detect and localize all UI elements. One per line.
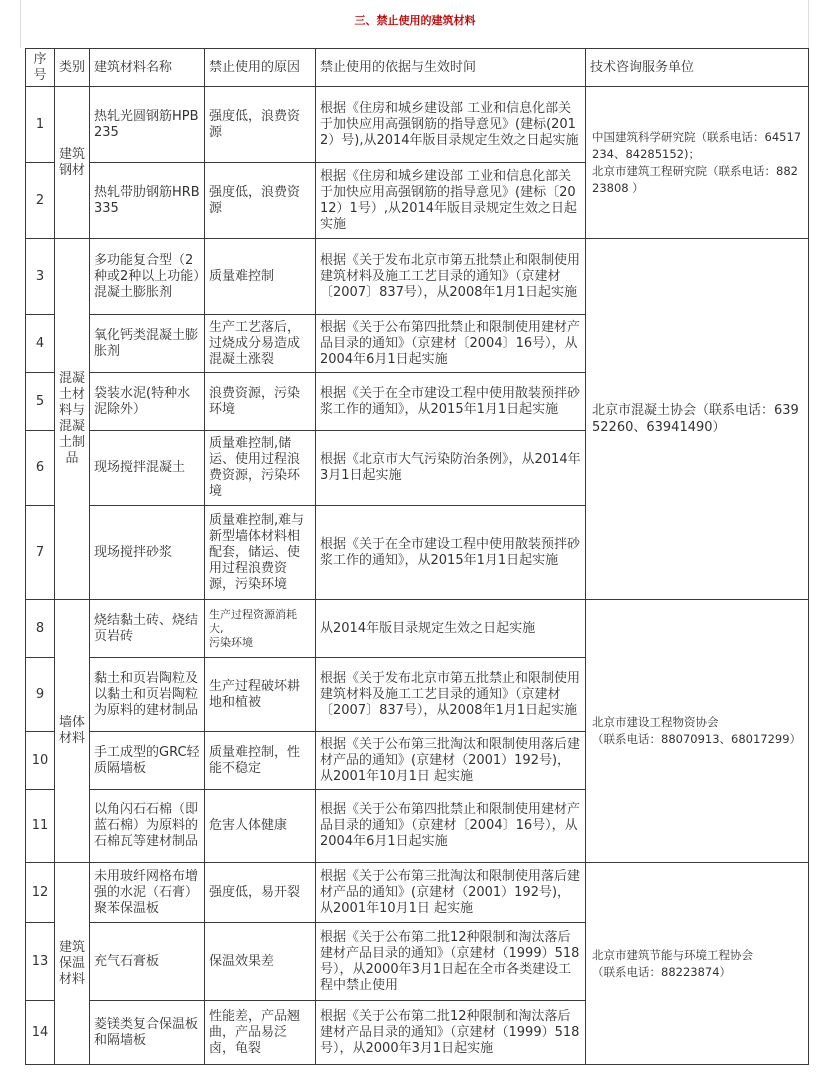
row-name: 袋装水泥(特种水泥除外）	[90, 373, 205, 431]
row-seq: 12	[26, 863, 55, 923]
row-reason: 质量难控制，性能不稳定	[205, 732, 316, 790]
row-name: 黏土和页岩陶粒及以黏土和页岩陶粒为原料的建材制品	[90, 658, 205, 732]
header-unit: 技术咨询服务单位	[586, 49, 809, 87]
row-reason: 质量难控制,储运、使用过程浪费资源，污染环境	[205, 431, 316, 506]
row-reason: 强度低，易开裂	[205, 863, 316, 923]
row-name: 热轧带肋钢筋HRB335	[90, 163, 205, 239]
row-basis: 根据《关于在全市建设工程中使用散装预拌砂浆工作的通知》，从2015年1月1日起实施	[316, 506, 586, 600]
row-name: 未用玻纤网格布增强的水泥（石膏）聚苯保温板	[90, 863, 205, 923]
header-seq: 序号	[26, 49, 55, 87]
header-reason: 禁止使用的原因	[205, 49, 316, 87]
row-reason: 生产工艺落后，过烧成分易造成混凝土涨裂	[205, 315, 316, 373]
row-reason: 强度低，浪费资源	[205, 87, 316, 163]
row-basis: 根据《关于公布第二批12种限制和淘汰落后建材产品目录的通知》（京建材（1999）518号），从2000年3月1日起实施	[316, 1001, 586, 1065]
row-seq: 2	[26, 163, 55, 239]
category-wall: 墙体材料	[55, 600, 90, 863]
row-name: 充气石膏板	[90, 923, 205, 1001]
row-reason: 性能差，产品翘曲，产品易泛卤，龟裂	[205, 1001, 316, 1065]
row-reason: 质量难控制	[205, 239, 316, 315]
table-row	[26, 863, 809, 923]
row-name: 现场搅拌砂浆	[90, 506, 205, 600]
row-seq: 7	[26, 506, 55, 600]
row-basis: 根据《关于公布第三批淘汰和限制使用落后建材产品的通知》(京建材（2001）192号)，从2001年10月1日 起实施	[316, 732, 586, 790]
row-basis: 根据《关于公布第四批禁止和限制使用建材产品目录的通知》（京建材〔2004〕16号），从2004年6月1日起实施	[316, 315, 586, 373]
banned-materials-table	[25, 48, 809, 1065]
category-concrete: 混凝土材料与混凝土制品	[55, 239, 90, 600]
row-reason: 保温效果差	[205, 923, 316, 1001]
row-seq: 10	[26, 732, 55, 790]
row-basis: 从2014年版目录规定生效之日起实施	[316, 600, 586, 658]
row-reason: 生产过程资源消耗大, 污染环境	[205, 600, 316, 658]
row-basis: 根据《关于公布第三批淘汰和限制使用落后建材产品的通知》(京建材（2001）192号)，从2001年10月1日 起实施	[316, 863, 586, 923]
row-basis: 根据《北京市大气污染防治条例》，从2014年3月1日起实施	[316, 431, 586, 506]
row-seq: 14	[26, 1001, 55, 1065]
row-name: 氧化钙类混凝土膨胀剂	[90, 315, 205, 373]
row-seq: 9	[26, 658, 55, 732]
row-reason: 浪费资源，污染环境	[205, 373, 316, 431]
row-basis: 根据《住房和城乡建设部 工业和信息化部关于加快应用高强钢筋的指导意见》(建标(2012）号),从2014年版目录规定生效之日起实施	[316, 87, 586, 163]
unit-concrete: 北京市混凝土协会（联系电话：63952260、63941490）	[586, 239, 809, 600]
header-basis: 禁止使用的依据与生效时间	[316, 49, 586, 87]
row-reason: 危害人体健康	[205, 790, 316, 863]
row-name: 热轧光圆钢筋HPB235	[90, 87, 205, 163]
row-name: 手工成型的GRC轻质隔墙板	[90, 732, 205, 790]
row-seq: 6	[26, 431, 55, 506]
row-name: 烧结黏土砖、烧结页岩砖	[90, 600, 205, 658]
table-header-row	[26, 49, 809, 87]
row-name: 多功能复合型（2种或2种以上功能）混凝土膨胀剂	[90, 239, 205, 315]
row-basis: 根据《关于公布第四批禁止和限制使用建材产品目录的通知》（京建材〔2004〕16号），从2004年6月1日起实施	[316, 790, 586, 863]
row-seq: 11	[26, 790, 55, 863]
table-row	[26, 239, 809, 315]
unit-insulation: 北京市建筑节能与环境工程协会 （联系电话：88223874）	[586, 863, 809, 1065]
row-seq: 8	[26, 600, 55, 658]
row-seq: 1	[26, 87, 55, 163]
row-seq: 4	[26, 315, 55, 373]
row-seq: 3	[26, 239, 55, 315]
category-insulation: 建筑保温材料	[55, 863, 90, 1065]
row-reason: 强度低，浪费资源	[205, 163, 316, 239]
row-basis: 根据《关于公布第二批12种限制和淘汰落后建材产品目录的通知》（京建材（1999）518号），从2000年3月1日起在全市各类建设工程中禁止使用	[316, 923, 586, 1001]
row-name: 菱镁类复合保温板和隔墙板	[90, 1001, 205, 1065]
header-category: 类别	[55, 49, 90, 87]
header-name: 建筑材料名称	[90, 49, 205, 87]
unit-steel: 中国建筑科学研究院（联系电话：64517234、84285152)； 北京市建筑工程研究院（联系电话：88223808 ）	[586, 87, 809, 239]
row-reason: 生产过程破坏耕地和植被	[205, 658, 316, 732]
table-row	[26, 600, 809, 658]
row-reason: 质量难控制,难与新型墙体材料相配套，储运、使用过程浪费资源，污染环境	[205, 506, 316, 600]
row-seq: 13	[26, 923, 55, 1001]
row-seq: 5	[26, 373, 55, 431]
row-basis: 根据《关于发布北京市第五批禁止和限制使用建筑材料及施工工艺目录的通知》（京建材〔2007〕837号），从2008年1月1日起实施	[316, 658, 586, 732]
row-name: 以角闪石石棉（即蓝石棉）为原料的石棉瓦等建材制品	[90, 790, 205, 863]
page-title: 三、禁止使用的建筑材料	[354, 14, 476, 27]
row-basis: 根据《关于在全市建设工程中使用散装预拌砂浆工作的通知》，从2015年1月1日起实施	[316, 373, 586, 431]
category-steel: 建筑钢材	[55, 87, 90, 239]
row-name: 现场搅拌混凝土	[90, 431, 205, 506]
row-basis: 根据《关于发布北京市第五批禁止和限制使用建筑材料及施工工艺目录的通知》（京建材〔2007〕837号），从2008年1月1日起实施	[316, 239, 586, 315]
table-row	[26, 87, 809, 163]
row-basis: 根据《住房和城乡建设部 工业和信息化部关于加快应用高强钢筋的指导意见》(建标〔2012）1号）,从2014年版目录规定生效之日起实施	[316, 163, 586, 239]
unit-wall: 北京市建设工程物资协会 （联系电话：88070913、68017299）	[586, 600, 809, 863]
